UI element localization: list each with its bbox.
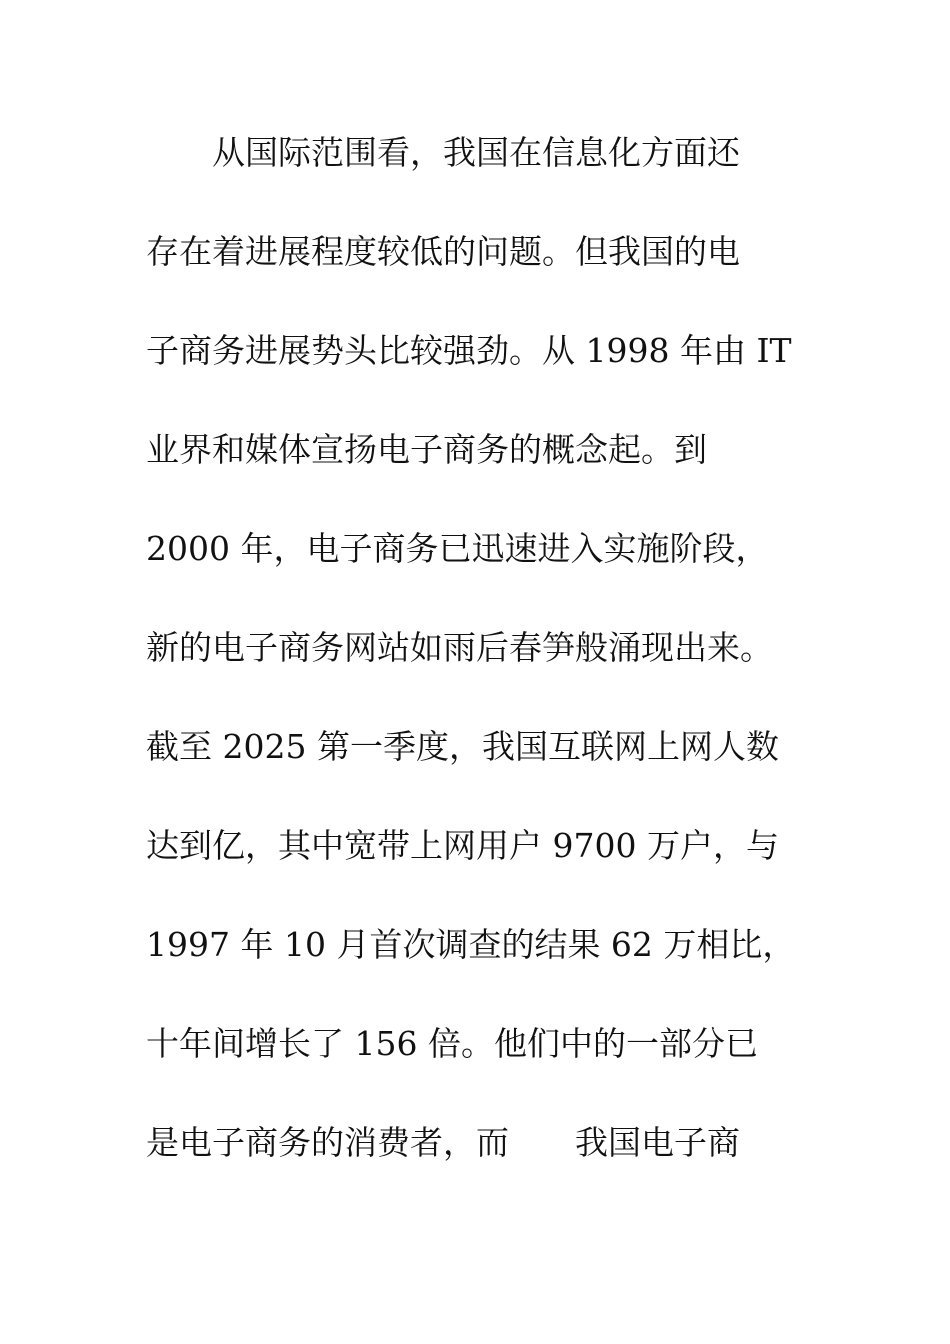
paragraph-line: 子商务进展势头比较强劲。从 1998 年由 IT xyxy=(146,331,792,370)
paragraph-line: 2000 年，电子商务已迅速进入实施阶段， xyxy=(146,529,769,568)
paragraph-line: 达到亿，其中宽带上网用户 9700 万户，与 xyxy=(146,826,779,865)
paragraph-line: 新的电子商务网站如雨后春笋般涌现出来。 xyxy=(146,628,773,667)
paragraph-line: 从国际范围看，我国在信息化方面还 xyxy=(146,133,740,172)
paragraph-line: 1997 年 10 月首次调查的结果 62 万相比， xyxy=(146,925,796,964)
paragraph-line: 十年间增长了 156 倍。他们中的一部分已 xyxy=(146,1024,758,1063)
paragraph-line: 业界和媒体宣扬电子商务的概念起。到 xyxy=(146,430,707,469)
paragraph-line: 是电子商务的消费者，而 我国电子商 xyxy=(146,1123,740,1162)
paragraph-line: 存在着进展程度较低的问题。但我国的电 xyxy=(146,232,740,271)
paragraph-line: 截至 2025 第一季度，我国互联网上网人数 xyxy=(146,727,779,766)
